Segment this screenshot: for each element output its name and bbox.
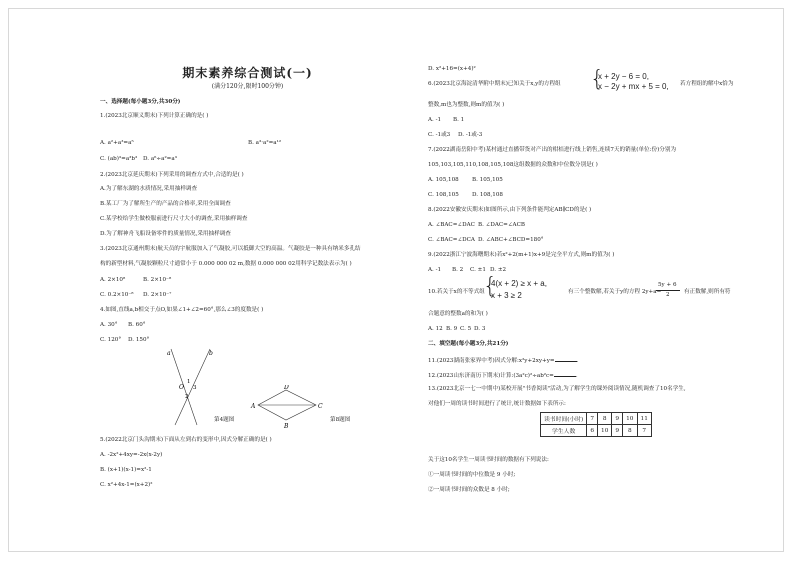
q4-option-a: A. 30°	[100, 322, 118, 328]
q4-stem: 4.如图,直线a,b相交于点O,如果∠1+∠2=60°,那么∠3的度数是( )	[100, 307, 264, 313]
q10-stem-mid: 有三个整数解,若关于y的方程 2y+a=	[568, 289, 662, 295]
q1-option-b: B. a³·a²=a¹²	[248, 140, 282, 146]
table-cell: 10	[598, 425, 612, 437]
q3-option-d: D. 2×10⁻⁷	[143, 292, 172, 298]
q5-option-d: D. x²+16=(x+4)²	[428, 66, 476, 72]
table-row	[541, 425, 652, 437]
fig8-label-d: D	[284, 385, 289, 391]
q13-frequency-table	[540, 412, 652, 437]
q10-option-d: D. 3	[474, 326, 486, 332]
q9-option-d: D. ±2	[490, 267, 507, 273]
q1-option-d: D. a⁶÷a²=a³	[143, 156, 177, 162]
q11-stem-row: 11.(2023湖南张家界中考)因式分解:x²y+2xy+y= .	[428, 358, 579, 364]
q10-ineq2: x + 3 ≥ 2	[491, 291, 522, 300]
q10-ineq1: 4(x + 2) ≥ x + a,	[491, 279, 547, 288]
q11-answer-blank[interactable]	[555, 356, 577, 362]
q10-frac-bar	[656, 290, 680, 291]
q12-stem-row: 12.(2023山东济南历下期末)计算:(3a²c)²÷ab²c= .	[428, 373, 578, 379]
table-cell: 7	[637, 425, 651, 437]
q2-option-d: D.为了解神舟飞船设备零件的质量情况,采用抽样调查	[100, 231, 231, 237]
q7-option-c: C. 108,105	[428, 192, 459, 198]
q13-statement-1: ①一周读书时间的中位数是 9 小时;	[428, 472, 516, 478]
table-header-cell: 8	[598, 413, 612, 425]
q8-stem: 8.(2022安徽安庆期末)如图所示,由下列条件能判定AB∥CD的是( )	[428, 207, 592, 213]
table-header-cell: 9	[612, 413, 623, 425]
table-cell: 6	[587, 425, 598, 437]
q7-line1: 7.(2022湖南岳阳中考)某村通过直播带货对产出的柑桔进行线上销售,连续7天的销量(单位:份)分别为	[428, 147, 677, 153]
q13-statement-2: ②一周读书时间的众数是 8 小时;	[428, 487, 510, 493]
q10-line2: 合题意的整数a的和为( )	[428, 311, 488, 317]
q7-option-b: B. 105,105	[472, 177, 503, 183]
fig8-label-b: B	[284, 423, 289, 430]
q5-option-a: A. -2x²+4xy=-2x(x-2y)	[100, 452, 163, 458]
q4-option-c: C. 120°	[100, 337, 122, 343]
q6-line2: 整数,m也为整数,则m的值为( )	[428, 102, 505, 108]
q8-option-d: D. ∠ABC+∠BCD=180°	[478, 237, 544, 243]
q13-after: 关于这10名学生一周读书时间的数据有下列说法:	[428, 457, 549, 463]
table-header-cell: 11	[637, 413, 651, 425]
q10-option-b: B. 9	[446, 326, 458, 332]
q4-option-b: B. 60°	[128, 322, 146, 328]
q3-option-b: B. 2×10⁻⁸	[143, 277, 172, 283]
section2-heading: 二、填空题(每小题3分,共21分)	[428, 341, 509, 347]
q6-stem-post: 若方程组的解中x恰为	[680, 81, 734, 87]
q6-option-a: A. -1	[428, 117, 442, 123]
q2-option-c: C.某学校给学生做校服前进行尺寸大小的调查,采用抽样调查	[100, 216, 248, 222]
q9-option-b: B. 2	[452, 267, 464, 273]
q10-frac-den: 2	[666, 292, 670, 298]
q8-option-a: A. ∠BAC=∠DAC	[428, 222, 475, 228]
table-header-cell: 读书时间(小时)	[541, 413, 587, 425]
q12-stem: 12.(2023山东济南历下期末)计算:(3a²c)²÷ab²c=	[428, 373, 554, 379]
q13-line1: 13.(2023北京一七一中期中)某校开展"书香阅读"活动,为了解学生的课外阅读情况,随机调查了10名学生,	[428, 386, 686, 392]
q5-option-c: C. x²+4x-1=(x+2)²	[100, 482, 153, 488]
fig4-label-a: a	[167, 350, 171, 357]
q1-option-a: A. a²+a³=a⁵	[100, 140, 134, 146]
q2-stem: 2.(2023北京延庆期末)下列采用的调查方式中,合适的是( )	[100, 172, 244, 178]
q10-brace-icon: {	[483, 274, 497, 299]
q6-option-d: D. -1或-3	[458, 132, 483, 138]
q9-stem: 9.(2022浙江宁波海曙期末)若x²+2(m+1)x+9是完全平方式,则m的值为( )	[428, 252, 615, 258]
table-cell: 9	[612, 425, 623, 437]
q3-option-c: C. 0.2×10⁻⁸	[100, 292, 134, 298]
q6-stem-pre: 6.(2023北京海淀清华附中期末)已知关于x,y的方程组	[428, 81, 561, 87]
fig4-caption: 第4题图	[214, 417, 235, 423]
q5-stem: 5.(2022北京门头沟期末)下面从左到右的变形中,因式分解正确的是( )	[100, 437, 272, 443]
q3-line1: 3.(2023北京通州期末)航天员的宇航服加入了气凝胶,可以抵御大空的高温。气凝胶是一种具有纳米多孔结	[100, 246, 361, 252]
figure-q4	[165, 345, 215, 430]
q3-option-a: A. 2×10⁸	[100, 277, 126, 283]
page-title: 期末素养综合测试(一)	[182, 66, 313, 80]
q10-option-c: C. 5	[460, 326, 472, 332]
q7-line2: 105,103,105,110,108,105,108这组数据的众数和中位数分别是( )	[428, 162, 598, 168]
q6-eq1: x + 2y − 6 = 0,	[598, 72, 649, 81]
q2-option-b: B.某工厂为了解所生产的产品的合格率,采用全面调查	[100, 201, 231, 207]
q12-answer-blank[interactable]	[554, 371, 576, 377]
fig8-caption: 第8题图	[330, 417, 351, 423]
q6-option-c: C. -1或3	[428, 132, 451, 138]
table-cell: 学生人数	[541, 425, 587, 437]
page-subtitle: (满分120分,限时100分钟)	[211, 83, 284, 90]
fig4-label-2: 2	[185, 394, 189, 400]
q9-option-c: C. ±1	[470, 267, 486, 273]
q9-option-a: A. -1	[428, 267, 442, 273]
q6-option-b: B. 1	[453, 117, 465, 123]
q7-option-d: D. 108,108	[472, 192, 503, 198]
q6-eq2: x − 2y + mx + 5 = 0,	[598, 82, 669, 91]
q8-option-b: B. ∠DAC=∠ACB	[478, 222, 525, 228]
q13-line2: 对他们一周的读书时间进行了统计,统计数据如下表所示:	[428, 401, 566, 407]
figure-q8	[250, 385, 325, 430]
q1-stem: 1.(2023北京顺义期末)下列计算正确的是( )	[100, 113, 209, 119]
table-header-cell: 10	[623, 413, 637, 425]
q2-option-a: A.为了解东湖的水质情况,采用抽样调查	[100, 186, 198, 192]
q3-line2: 构的新型材料,气凝胶颗粒尺寸通常小于 0.000 000 02 m,数据 0.000 000 02用科学记数法表示为( )	[100, 261, 352, 267]
q10-option-a: A. 12	[428, 326, 443, 332]
section1-heading: 一、选择题(每小题3分,共30分)	[100, 99, 181, 105]
q8-option-c: C. ∠BAC=∠DCA	[428, 237, 475, 243]
q10-stem-pre: 10.若关于x的不等式组	[428, 289, 485, 295]
fig8-label-c: C	[318, 403, 323, 410]
q4-option-d: D. 150°	[128, 337, 150, 343]
q10-stem-post: 有正数解,则所有符	[684, 289, 731, 295]
table-cell: 8	[623, 425, 637, 437]
q7-option-a: A. 105,108	[428, 177, 459, 183]
q6-brace-icon: {	[590, 67, 604, 92]
q11-stem: 11.(2023湖南张家界中考)因式分解:x²y+2xy+y=	[428, 358, 555, 364]
fig4-label-b: b	[209, 350, 213, 357]
fig4-label-3: 3	[193, 385, 197, 391]
q1-option-c: C. (ab)³=a³b³	[100, 156, 138, 162]
fig8-label-a: A	[251, 403, 256, 410]
table-row	[541, 413, 652, 425]
q10-frac-num: 5y + 6	[658, 282, 677, 288]
table-header-cell: 7	[587, 413, 598, 425]
fig4-label-1: 1	[187, 379, 191, 385]
q5-option-b: B. (x+1)(x-1)=x²-1	[100, 467, 152, 473]
fig4-label-o: O	[179, 384, 184, 391]
